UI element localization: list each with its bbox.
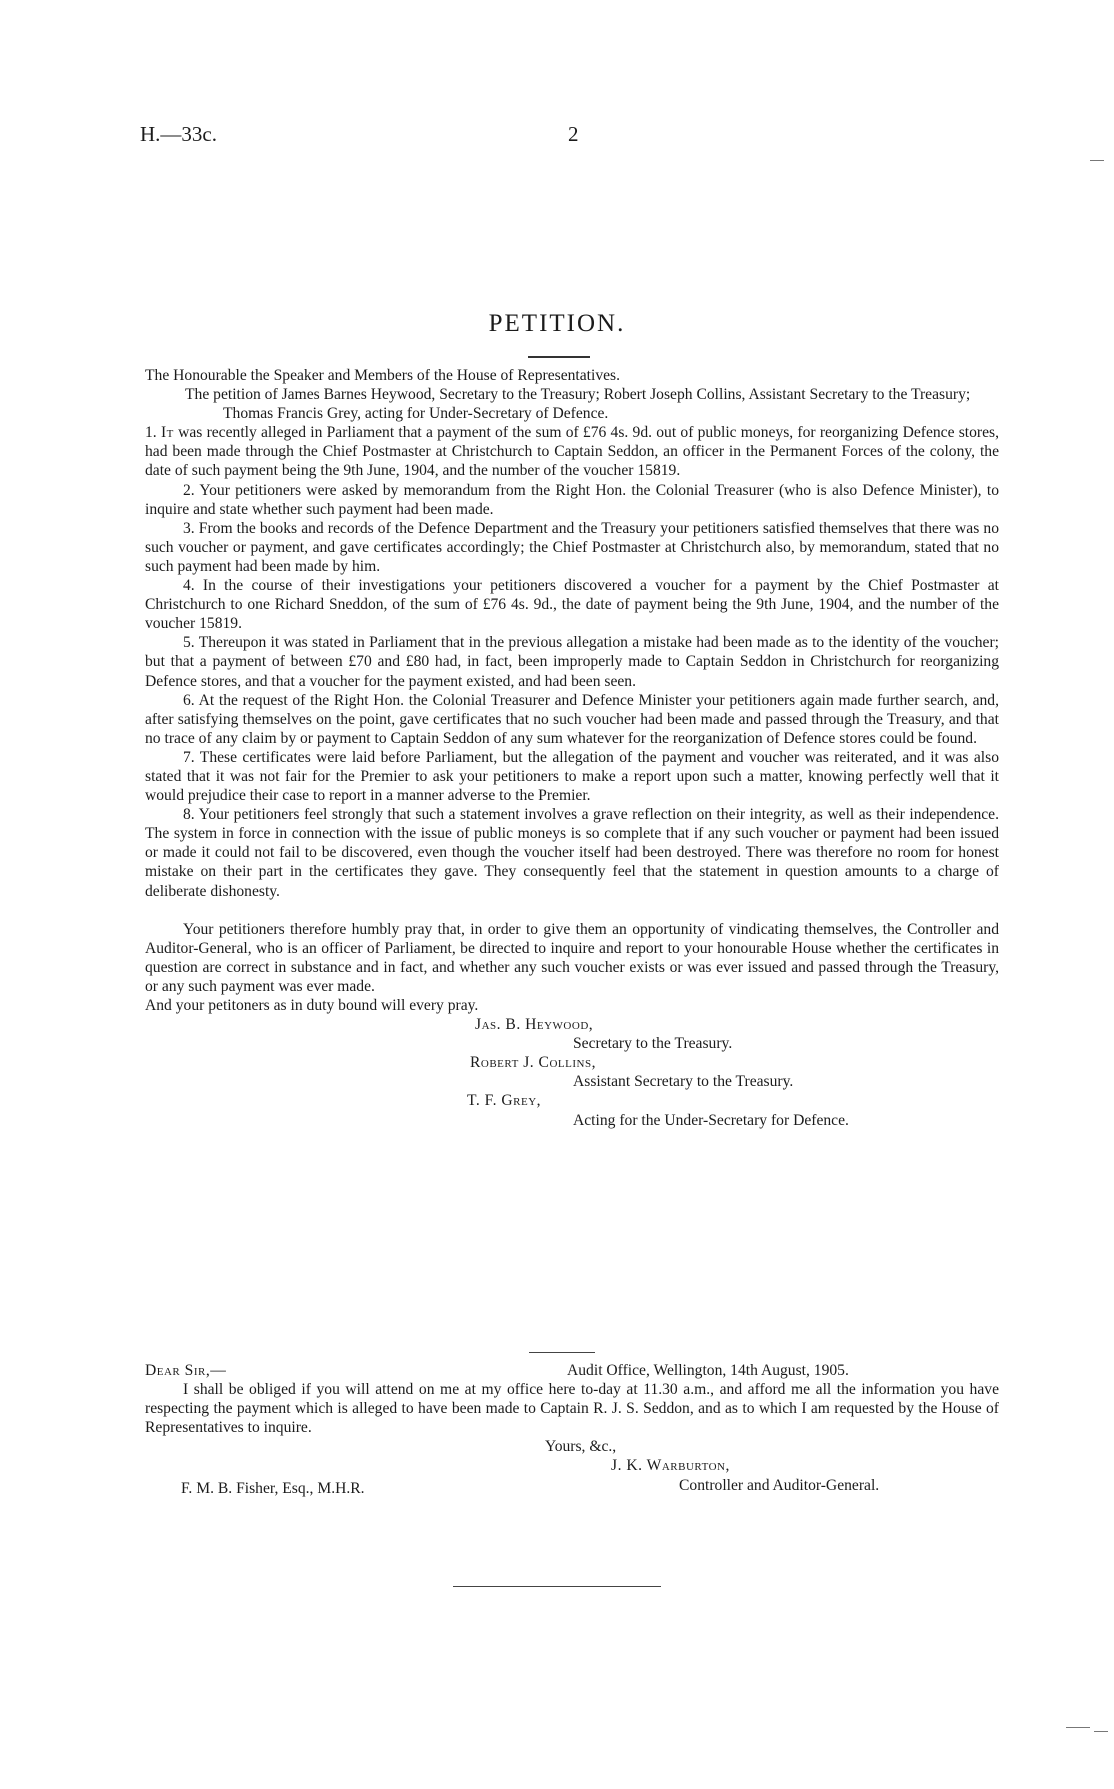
closing-divider <box>453 1586 661 1587</box>
signatory-name: Jas. B. Heywood, <box>475 1016 594 1034</box>
petition-of: The petition of James Barnes Heywood, Secretary to the Treasury; Robert Joseph Collins, Assistant Secretary to the Treasury; Thomas Francis Grey, acting for Under-Secretary of Defence. <box>185 386 971 423</box>
signatory-title: Assistant Secretary to the Treasury. <box>573 1073 794 1091</box>
signature-block <box>145 1015 999 1130</box>
paragraph-7: 7. These certificates were laid before Parliament, but the allegation of the payment and voucher was reiterated, and it was also stated that it was not fair for the Premier to ask your petitioners to make a report upon such a matter, knowing perfectly well that it would prejudice their case to report in a manner adverse to the Premier. <box>145 748 999 805</box>
signatory-name: Robert J. Collins, <box>470 1054 596 1072</box>
paragraph-5: 5. Thereupon it was stated in Parliament that in the previous allegation a mistake had been made as to the identity of the voucher; but that a payment of between £70 and £80 had, in fact, been improperly made to Captain Seddon in Christchurch for reorganizing Defence stores, and that a voucher for the payment existed, and had been seen. <box>145 634 999 690</box>
letter-place-date: Audit Office, Wellington, 14th August, 1905. <box>567 1362 849 1379</box>
paragraph-1-number: 1. <box>145 424 157 442</box>
prayer-paragraph: Your petitioners therefore humbly pray that, in order to give them an opportunity of vindicating themselves, the Controller and Auditor-General, who is an officer of Parliament, be directed to inquire and report to your honourable House whether the certificates in question are correct in substance and in fact, and whether any such voucher exists or was ever issued and passed through the Treasury, or any such payment was ever made. <box>145 920 999 995</box>
letter-valediction: Yours, &c., <box>545 1438 617 1456</box>
page-title: PETITION. <box>488 310 626 337</box>
letter-footer <box>145 1476 999 1498</box>
letter-signer: J. K. Warburton, <box>611 1457 730 1475</box>
page-number: 2 <box>568 122 579 146</box>
title-underline <box>528 356 590 358</box>
page-header <box>140 122 1000 152</box>
document-reference: H.—33c. <box>140 122 217 146</box>
paragraph-8: 8. Your petitioners feel strongly that such a statement involves a grave reflection on their integrity, as well as their independence. The system in force in connection with the issue of public moneys is so complete that if any such voucher or payment had been issued or made it could not fail to be discovered, even though the voucher itself had been destroyed. There was therefore no room for honest mistake on their part in the certificates they gave. They consequently feel that the statement in question amounts to a charge of deliberate dishonesty. <box>145 806 999 900</box>
margin-mark <box>1094 1731 1108 1732</box>
paragraph-1 <box>145 423 999 480</box>
paragraph-4: 4. In the course of their investigations your petitioners discovered a voucher for a payment by the Chief Postmaster at Christchurch to one Richard Sneddon, of the sum of £76 4s. 9d., the date of payment being the 9th June, 1904, and the number of the voucher 15819. <box>145 577 999 633</box>
section-divider <box>529 1352 595 1353</box>
letter-body: I shall be obliged if you will attend on me at my office here to-day at 11.30 a.m., and afford me all the information you have respecting the payment which is alleged to have been made to Captain R. J. S. Seddon, and as to which I am requested by the House of Representatives to inquire. <box>145 1381 999 1437</box>
signatory-name: T. F. Grey, <box>467 1092 542 1110</box>
letter-salutation: Dear Sir,— <box>145 1362 227 1379</box>
signatory-title: Secretary to the Treasury. <box>573 1035 733 1053</box>
letter <box>145 1361 999 1498</box>
paragraph-1-lead: It <box>160 424 174 442</box>
signatory-title: Acting for the Under-Secretary for Defence. <box>573 1111 849 1129</box>
paragraph-1-text: was recently alleged in Parliament that a payment of the sum of £76 4s. 9d. out of public moneys, for reorganizing Defence stores, had been made through the Chief Postmaster at Christchurch to Captain Seddon, an officer in the Permanent Forces of the colony, the date of such payment being the 9th June, 1904, and the number of the voucher 15819. <box>145 424 1000 480</box>
letter-signer-title: Controller and Auditor-General. <box>679 1476 880 1494</box>
margin-mark <box>1066 1727 1090 1728</box>
addressee: The Honourable the Speaker and Members of the House of Representatives. <box>145 367 621 384</box>
petition-body <box>145 366 999 1130</box>
closing-line: And your petitoners as in duty bound will every pray. <box>145 997 479 1014</box>
paragraph-2: 2. Your petitioners were asked by memorandum from the Right Hon. the Colonial Treasurer (who is also Defence Minister), to inquire and state whether such payment had been made. <box>145 481 999 518</box>
spacer <box>145 901 999 920</box>
paragraph-6: 6. At the request of the Right Hon. the Colonial Treasurer and Defence Minister your petitioners again made further search, and, after satisfying themselves on the point, gave certificates that no such voucher had been made and passed through the Treasury, and that no trace of any claim by or payment to Captain Seddon of any sum whatever for the reorganization of Defence stores could be found. <box>145 691 999 747</box>
paragraph-3: 3. From the books and records of the Defence Department and the Treasury your petitioners satisfied themselves that there was no such voucher or payment, and gave certificates accordingly; the Chief Postmaster at Christchurch also, by memorandum, stated that no such payment had been made by him. <box>145 519 999 575</box>
margin-mark <box>1090 160 1104 161</box>
letter-heading <box>145 1361 999 1380</box>
letter-recipient: F. M. B. Fisher, Esq., M.H.R. <box>181 1479 365 1497</box>
